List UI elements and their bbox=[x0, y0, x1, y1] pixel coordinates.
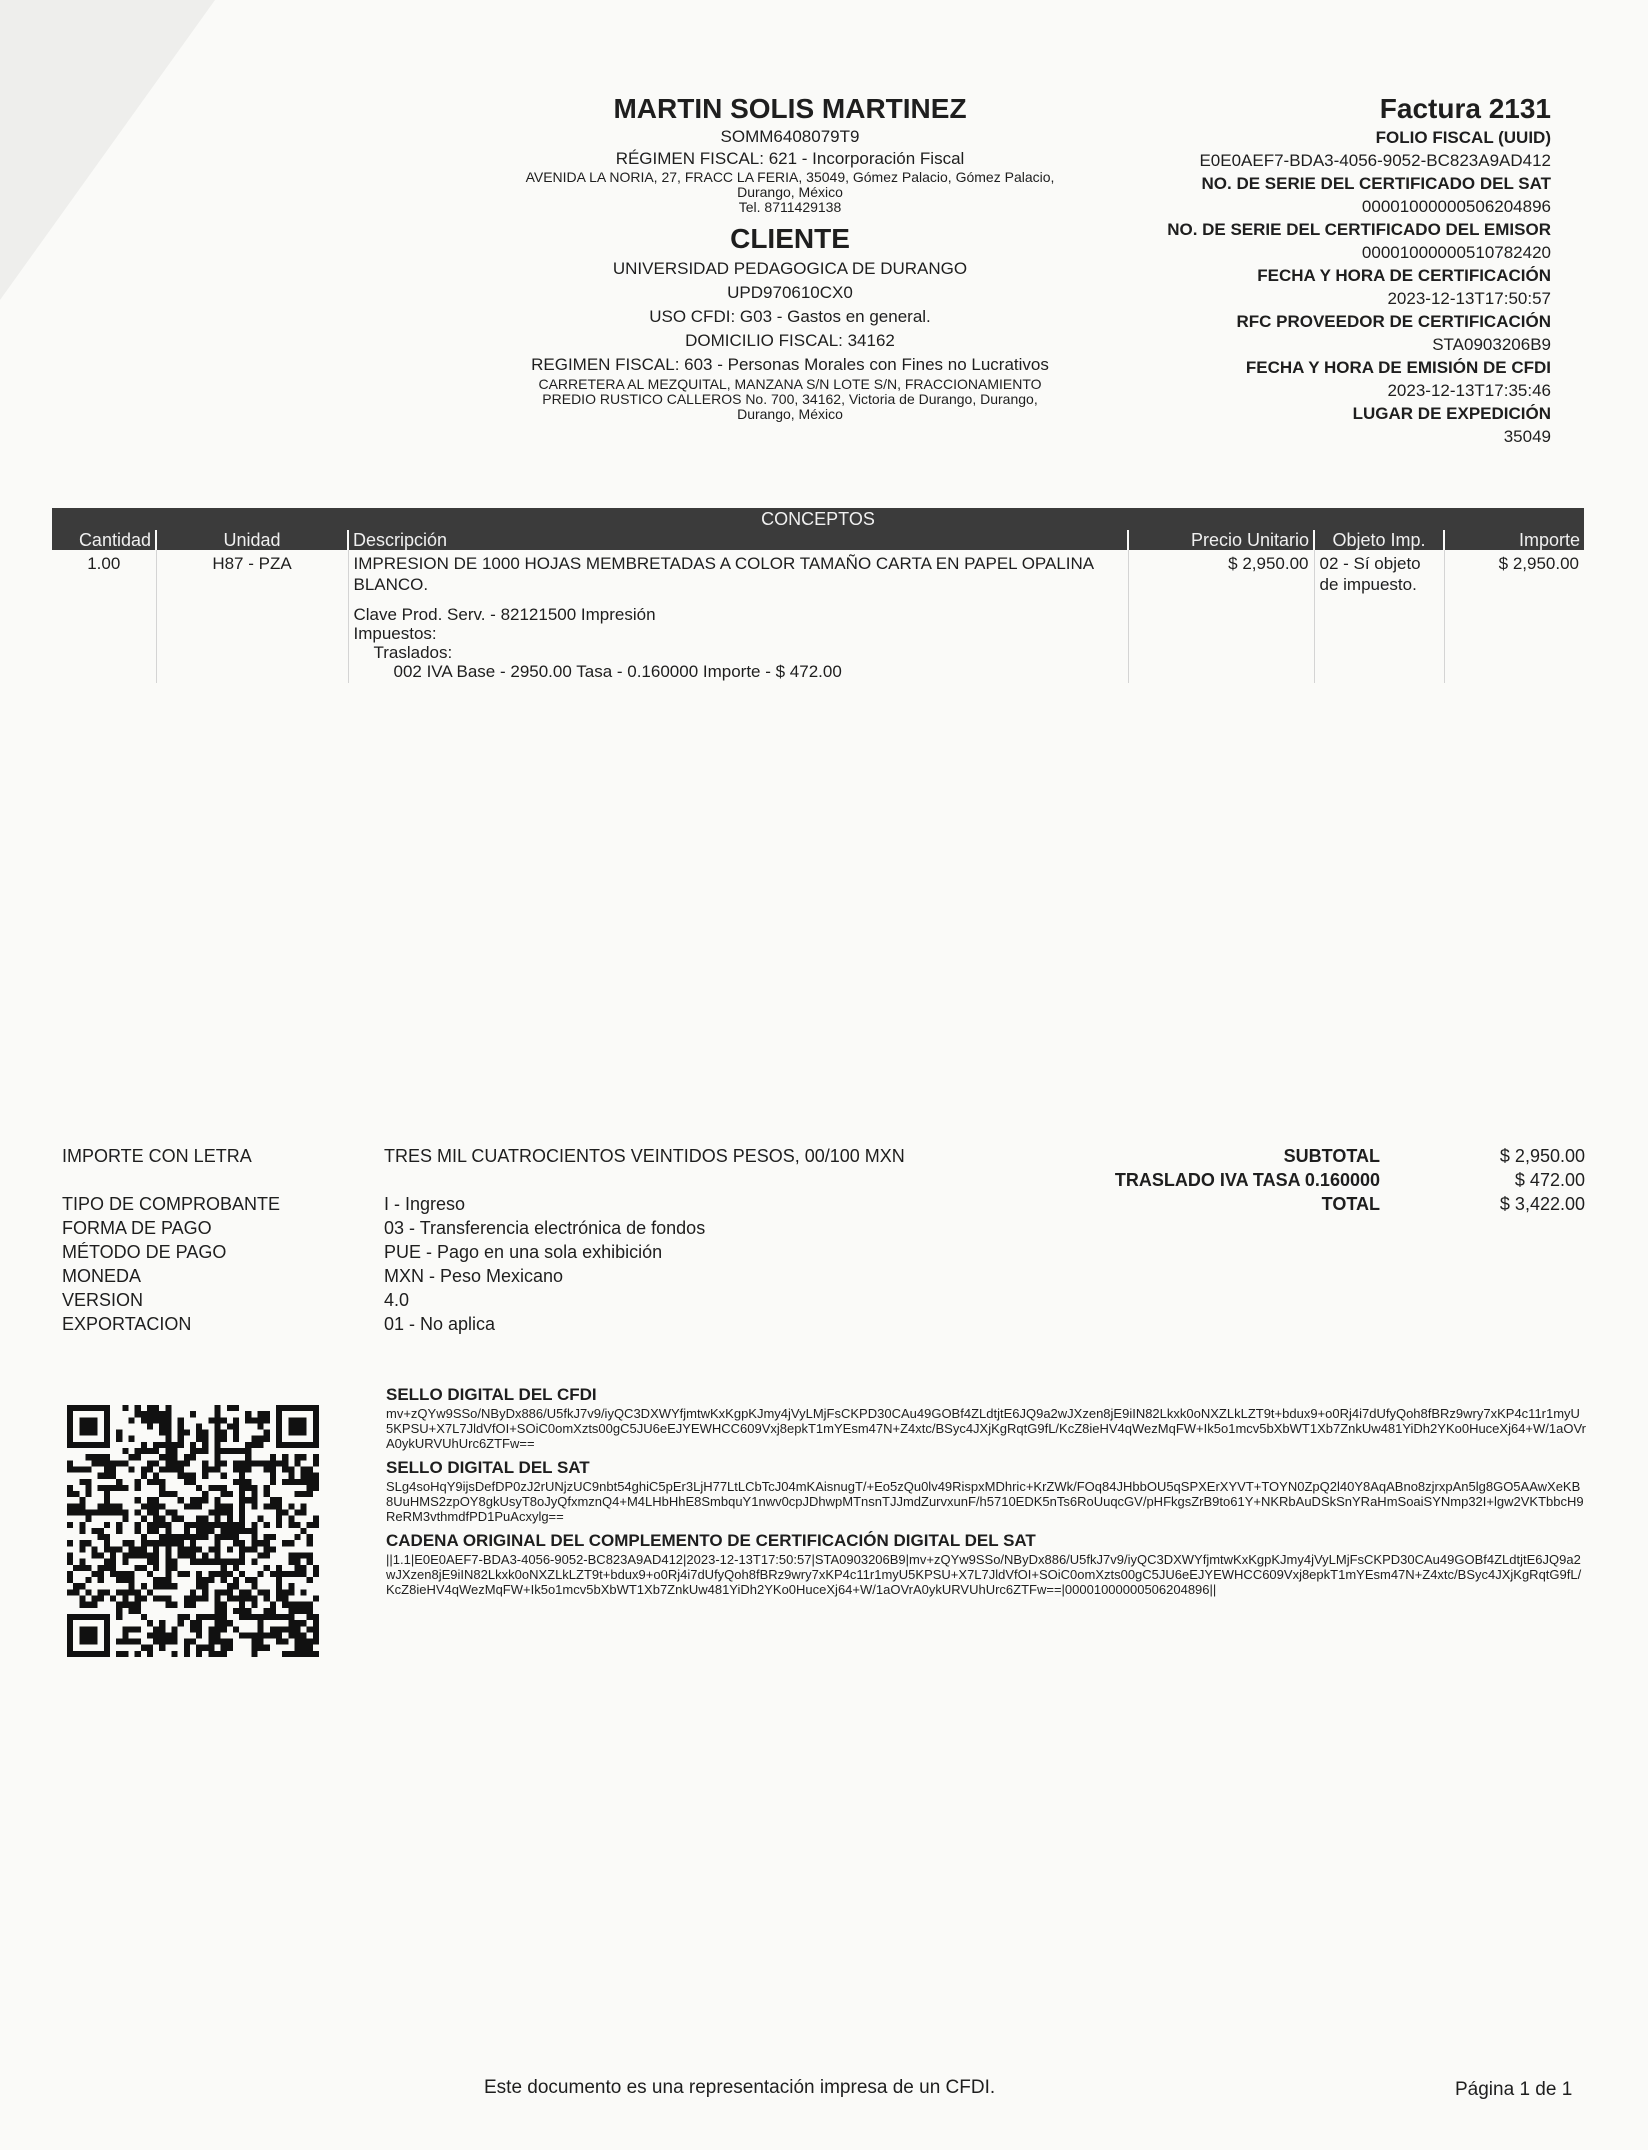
cadena-value: ||1.1|E0E0AEF7-BDA3-4056-9052-BC823A9AD412|2023-12-13T17:50:57|STA0903206B9|mv+zQYw9SSo/NByDx886/U5fkJ7v9/iyQC3DXWYfjmtwKxKgpKJmy4jVyLMjFsCKPD30CAu49GOBf4ZLdtjtE6JQ9a2wJXzen8jE9iIN82Lkxk0oNXZLkLZT9t+bdux9+o0Rj4i7dUfyQoh8fBRz9wry7xKP4c11r1myU5KPSU+X7L7JldVfOI+SOiC0omXzts00gC5JU6eEJYEWHCC609Vxj8epkT1mYEsm47N+Z4xtc/BSyc4JXjKgRqtG9fL/KcZ8ieHV4qWezMqFW+Ik5o1mcv5bXbWT1Xb7ZnkUw481YiDh2YKo0HuceXj64+W/1aOVrA0ykURVUhUrc6ZTFw==|00001000000506204896|| bbox=[386, 1552, 1582, 1597]
moneda-value: MXN - Peso Mexicano bbox=[384, 1266, 564, 1286]
emisor-address-1: AVENIDA LA NORIA, 27, FRACC LA FERIA, 35049, Gómez Palacio, Gómez Palacio, bbox=[525, 169, 1055, 185]
serie-sat-value: 00001000000506204896 bbox=[1361, 197, 1551, 216]
exportacion-label: EXPORTACION bbox=[62, 1314, 192, 1334]
totales-labels bbox=[1060, 1144, 1380, 1216]
sello-sat-value: SLg4soHqY9ijsDefDP0zJ2rUNjzUC9nbt54ghiC5pEr3LjH77LtLCbTcJ04mKAisnugT/+Eo5zQu0lv49RispxMDhric+KrZWk/FOq84JHbbOU5qSPXErXYVT+TOYN0ZpQ2l40Y8AqABno8zjrxpAn5lg8GO5AAwXeKB8UuHMS2zpOY8gkUsyT8oJyQfxmznQ4+M4LHbHhE8SmbquY1nwv0cpJDhwpMTnsnTJJmdZurvxunF/h5710EDK5nTs6RoUuqcGV/pHFkgsZrB9to61Y+NKRbAuDSkSnYRaHmSoaiSYNmp32I+lgw2VKTbbcH9ReRM3vthmdfPD1PuAcxylg== bbox=[386, 1479, 1584, 1524]
fecha-cert-label: FECHA Y HORA DE CERTIFICACIÓN bbox=[1257, 266, 1551, 285]
cliente-heading: CLIENTE bbox=[730, 223, 850, 254]
subtotal-value: $ 2,950.00 bbox=[1499, 1146, 1585, 1166]
cadena-label: CADENA ORIGINAL DEL COMPLEMENTO DE CERTIFICACIÓN DIGITAL DEL SAT bbox=[386, 1531, 1036, 1550]
exportacion-value: 01 - No aplica bbox=[384, 1314, 496, 1334]
emisor-name: MARTIN SOLIS MARTINEZ bbox=[613, 93, 967, 124]
clave-prod-serv: Clave Prod. Serv. - 82121500 Impresión bbox=[353, 605, 656, 624]
iva-label: TRASLADO IVA TASA 0.160000 bbox=[1114, 1170, 1380, 1190]
metodo-value: PUE - Pago en una sola exhibición bbox=[384, 1242, 663, 1262]
serie-emisor-label: NO. DE SERIE DEL CERTIFICADO DEL EMISOR bbox=[1167, 220, 1551, 239]
cell-objeto: 02 - Sí objeto de impuesto. bbox=[1314, 550, 1444, 683]
metodo-label: MÉTODO DE PAGO bbox=[62, 1242, 227, 1262]
conceptos-section bbox=[52, 508, 1584, 683]
cliente-rfc: UPD970610CX0 bbox=[727, 283, 853, 302]
fecha-emision-value: 2023-12-13T17:35:46 bbox=[1387, 381, 1551, 400]
footer-note: Este documento es una representación impresa de un CFDI. bbox=[484, 2077, 996, 2098]
table-row bbox=[52, 550, 1584, 683]
serie-emisor-value: 00001000000510782420 bbox=[1361, 243, 1551, 262]
cliente-address-2: PREDIO RUSTICO CALLEROS No. 700, 34162, Victoria de Durango, Durango, bbox=[542, 391, 1038, 407]
fecha-cert-value: 2023-12-13T17:50:57 bbox=[1387, 289, 1551, 308]
rfc-prov-label: RFC PROVEEDOR DE CERTIFICACIÓN bbox=[1236, 312, 1551, 331]
subtotal-label: SUBTOTAL bbox=[1283, 1146, 1380, 1166]
sello-cfdi-label: SELLO DIGITAL DEL CFDI bbox=[386, 1385, 597, 1404]
col-header-importe: Importe bbox=[1444, 530, 1584, 550]
cliente-domicilio: DOMICILIO FISCAL: 34162 bbox=[685, 331, 895, 350]
conceptos-table bbox=[52, 530, 1584, 683]
cliente-uso-cfdi: USO CFDI: G03 - Gastos en general. bbox=[649, 307, 931, 326]
col-header-objeto: Objeto Imp. bbox=[1314, 530, 1444, 550]
cell-unidad: H87 - PZA bbox=[156, 550, 348, 683]
factura-title: Factura 2131 bbox=[1379, 93, 1551, 124]
conceptos-title: CONCEPTOS bbox=[52, 508, 1584, 530]
importe-letra-value: TRES MIL CUATROCIENTOS VEINTIDOS PESOS, 00/100 MXN bbox=[384, 1146, 905, 1166]
fecha-emision-label: FECHA Y HORA DE EMISIÓN DE CFDI bbox=[1245, 358, 1551, 377]
lugar-value: 35049 bbox=[1503, 427, 1551, 446]
cell-precio: $ 2,950.00 bbox=[1128, 550, 1314, 683]
emisor-regimen: RÉGIMEN FISCAL: 621 - Incorporación Fiscal bbox=[615, 149, 965, 168]
emisor-rfc: SOMM6408079T9 bbox=[720, 127, 860, 146]
cell-importe: $ 2,950.00 bbox=[1444, 550, 1584, 683]
moneda-label: MONEDA bbox=[62, 1266, 142, 1286]
resumen-labels bbox=[62, 1144, 382, 1336]
iva-value: $ 472.00 bbox=[1514, 1170, 1585, 1190]
rfc-prov-value: STA0903206B9 bbox=[1432, 335, 1551, 354]
cliente-name: UNIVERSIDAD PEDAGOGICA DE DURANGO bbox=[612, 259, 968, 278]
lugar-label: LUGAR DE EXPEDICIÓN bbox=[1352, 404, 1551, 423]
impuestos-label: Impuestos: bbox=[353, 624, 437, 643]
tipo-value: I - Ingreso bbox=[384, 1194, 466, 1214]
factura-block bbox=[991, 92, 1551, 448]
col-header-descripcion: Descripción bbox=[348, 530, 1128, 550]
cliente-address-3: Durango, México bbox=[737, 406, 843, 422]
cliente-address-1: CARRETERA AL MEZQUITAL, MANZANA S/N LOTE S/N, FRACCIONAMIENTO bbox=[538, 376, 1042, 392]
folio-value: E0E0AEF7-BDA3-4056-9052-BC823A9AD412 bbox=[1199, 151, 1551, 170]
cell-cantidad: 1.00 bbox=[87, 554, 121, 573]
forma-label: FORMA DE PAGO bbox=[62, 1218, 212, 1238]
qr-code-image bbox=[63, 1405, 323, 1657]
sello-sat-label: SELLO DIGITAL DEL SAT bbox=[386, 1458, 590, 1477]
total-value: $ 3,422.00 bbox=[1499, 1194, 1585, 1214]
col-header-unidad: Unidad bbox=[156, 530, 348, 550]
importe-letra-label: IMPORTE CON LETRA bbox=[62, 1146, 252, 1166]
col-header-precio: Precio Unitario bbox=[1128, 530, 1314, 550]
total-label: TOTAL bbox=[1321, 1194, 1380, 1214]
sellos-section bbox=[386, 1384, 1586, 1597]
page-curl bbox=[0, 0, 215, 300]
emisor-address-2: Durango, México bbox=[737, 184, 843, 200]
iva-detalle: 002 IVA Base - 2950.00 Tasa - 0.160000 Importe - $ 472.00 bbox=[393, 662, 842, 681]
cliente-regimen: REGIMEN FISCAL: 603 - Personas Morales con Fines no Lucrativos bbox=[531, 355, 1049, 374]
folio-label: FOLIO FISCAL (UUID) bbox=[1375, 128, 1551, 147]
page-number: Página 1 de 1 bbox=[1455, 2079, 1573, 2100]
sello-cfdi-value: mv+zQYw9SSo/NByDx886/U5fkJ7v9/iyQC3DXWYfjmtwKxKgpKJmy4jVyLMjFsCKPD30CAu49GOBf4ZLdtjtE6JQ9a2wJXzen8jE9iIN82Lkxk0oNXZLkLZT9t+bdux9+o0Rj4i7dUfyQoh8fBRz9wry7xKP4c11r1myU5KPSU+X7L7JldVfOI+SOiC0omXzts00gC5JU6eEJYEWHCC609Vxj8epkT1mYEsm47N+Z4xtc/BSyc4JXjKgRqtG9fL/KcZ8ieHV4qWezMqFW+Ik5o1mcv5bXbWT1Xb7ZnkUw481YiDh2YKo0HuceXj64+W/1aOVrA0ykURVUhUrc6ZTFw== bbox=[386, 1406, 1586, 1451]
version-value: 4.0 bbox=[384, 1290, 410, 1310]
cell-descripcion bbox=[348, 550, 1128, 683]
qr-code bbox=[63, 1405, 323, 1657]
forma-value: 03 - Transferencia electrónica de fondos bbox=[384, 1218, 706, 1238]
descripcion-text: IMPRESION DE 1000 HOJAS MEMBRETADAS A COLOR TAMAÑO CARTA EN PAPEL OPALINA BLANCO. bbox=[353, 554, 1094, 594]
emisor-tel: Tel. 8711429138 bbox=[738, 199, 842, 215]
traslados-label: Traslados: bbox=[373, 643, 453, 662]
version-label: VERSION bbox=[62, 1290, 144, 1310]
col-header-cantidad: Cantidad bbox=[52, 530, 156, 550]
serie-sat-label: NO. DE SERIE DEL CERTIFICADO DEL SAT bbox=[1201, 174, 1551, 193]
totales-values bbox=[1400, 1144, 1585, 1216]
tipo-label: TIPO DE COMPROBANTE bbox=[62, 1194, 281, 1214]
conceptos-header-row bbox=[52, 530, 1584, 550]
resumen-values bbox=[384, 1144, 1084, 1336]
